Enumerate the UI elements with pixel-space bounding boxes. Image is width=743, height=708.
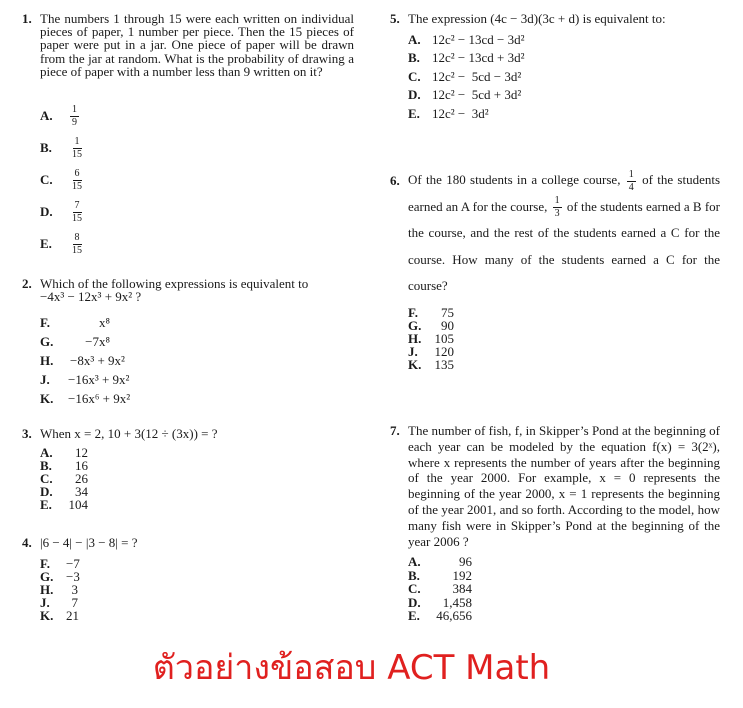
option-text: 192 (452, 567, 472, 583)
option-g[interactable] (40, 332, 354, 351)
option-text: 16 (75, 458, 88, 474)
option-f[interactable] (40, 557, 354, 570)
option-text: 75 (441, 304, 454, 320)
option-b[interactable] (408, 569, 720, 582)
page-title: ตัวอย่างข้อสอบ ACT Math (152, 648, 551, 688)
question-stem: |6 − 4| − |3 − 8| = ? (40, 535, 138, 550)
answer-options (40, 313, 354, 408)
option-letter: D. (408, 594, 421, 610)
option-text: 1,458 (442, 594, 472, 610)
option-letter: B. (40, 140, 52, 156)
stem-part: Of the 180 students in a college course, (408, 172, 621, 187)
option-k[interactable] (40, 609, 354, 622)
option-letter: B. (40, 458, 52, 474)
option-text: −7x⁸ (85, 334, 110, 350)
option-letter: C. (40, 172, 53, 188)
option-c[interactable] (40, 164, 354, 196)
option-a[interactable] (408, 30, 720, 49)
fraction: $\frac{1}{15}$ (72, 135, 82, 160)
question-5 (390, 12, 720, 123)
option-letter: H. (408, 330, 422, 346)
option-text: −16x³ + 9x² (68, 372, 130, 388)
answer-options (408, 555, 720, 622)
option-letter: G. (40, 334, 54, 350)
option-j[interactable] (40, 370, 354, 389)
option-e[interactable] (40, 498, 354, 511)
option-letter: G. (408, 317, 422, 333)
option-letter: F. (40, 556, 50, 572)
question-number: 5. (390, 11, 400, 26)
option-j[interactable] (40, 596, 354, 609)
option-letter: E. (408, 608, 420, 624)
option-letter: J. (40, 595, 50, 611)
fraction-one-quarter: $\frac{1}{4}$ (628, 168, 634, 193)
fraction-one-third: $\frac{1}{3}$ (554, 195, 560, 220)
option-letter: D. (40, 484, 53, 500)
answer-options (40, 557, 354, 622)
question-number: 2. (22, 276, 32, 291)
question-stem: The expression (4c − 3d)(3c + d) is equivalent to: (408, 11, 666, 26)
option-h[interactable] (40, 583, 354, 596)
option-d[interactable] (408, 596, 720, 609)
question-stem: The numbers 1 through 15 were each written on individual pieces of paper, 1 number per piece. Then the 15 pieces of paper were put in a jar. One piece of paper will be drawn from the jar at random. What is the probability of drawing a piece of paper with a number less than 9 written on it? (40, 11, 354, 79)
question-number: 1. (22, 11, 32, 26)
option-b[interactable] (40, 132, 354, 164)
answer-options (408, 30, 720, 123)
question-number: 4. (22, 535, 32, 550)
option-e[interactable] (408, 104, 720, 123)
option-text: x⁸ (98, 315, 110, 331)
option-g[interactable] (408, 319, 720, 332)
option-text: −8x³ + 9x² (70, 353, 125, 369)
option-text: −7 (66, 556, 80, 572)
option-text: 3 (71, 582, 78, 598)
stem-part: of the students earned an A for the course, (408, 172, 721, 214)
option-g[interactable] (40, 570, 354, 583)
option-letter: G. (40, 569, 54, 585)
option-text: 46,656 (436, 608, 472, 624)
option-letter: K. (40, 608, 54, 624)
option-c[interactable] (408, 67, 720, 86)
answer-options (408, 306, 720, 371)
question-6 (390, 168, 721, 372)
question-expression: −4x³ − 12x³ + 9x² ? (40, 289, 142, 305)
option-letter: A. (40, 108, 53, 124)
option-f[interactable] (40, 313, 354, 332)
option-f[interactable] (408, 306, 720, 319)
fraction: $\frac{1}{9}$ (72, 103, 77, 128)
question-number: 7. (390, 423, 400, 438)
question-1 (22, 12, 354, 260)
option-text: 96 (459, 554, 472, 570)
question-stem: When x = 2, 10 + 3(12 ÷ (3x)) = ? (40, 426, 218, 441)
option-text: 12c² − 5cd + 3d² (432, 87, 522, 103)
option-letter: A. (408, 554, 421, 570)
option-letter: E. (408, 105, 420, 121)
question-stem: The number of fish, f, in Skipper’s Pond at the beginning of each year can be modeled by the equation f(x) = 3(2ˣ), where x represents the number of years after the beginning of the year 2000. For example, x = 0 represents the beginning of the year 2000, x = 1 represents the beginning of the year 2001, and so forth. According to the model, how many fish were in Skipper’s Pond at the beginning of the year 2006 ? (408, 423, 720, 549)
option-a[interactable] (408, 555, 720, 568)
fraction: $\frac{8}{15}$ (72, 231, 82, 256)
option-letter: C. (40, 471, 53, 487)
option-j[interactable] (408, 345, 720, 358)
option-d[interactable] (40, 196, 354, 228)
question-3 (22, 427, 354, 511)
option-d[interactable] (408, 86, 720, 105)
option-letter: K. (40, 391, 54, 407)
option-h[interactable] (40, 351, 354, 370)
option-h[interactable] (408, 332, 720, 345)
option-b[interactable] (408, 49, 720, 68)
question-4 (22, 536, 354, 622)
option-letter: E. (40, 497, 52, 513)
option-letter: D. (408, 87, 421, 103)
option-text: 7 (71, 595, 78, 611)
option-text: 12c² − 5cd − 3d² (432, 68, 522, 84)
option-letter: J. (40, 372, 50, 388)
option-letter: A. (408, 31, 421, 47)
option-text: −3 (66, 569, 80, 585)
option-letter: F. (40, 315, 50, 331)
question-7 (390, 424, 720, 622)
option-text: 135 (434, 356, 454, 372)
option-letter: B. (408, 50, 420, 66)
option-text: 384 (452, 581, 472, 597)
fraction: $\frac{7}{15}$ (72, 199, 82, 224)
option-letter: A. (40, 445, 53, 461)
option-e[interactable] (408, 609, 720, 622)
option-letter: E. (40, 236, 52, 252)
option-c[interactable] (408, 582, 720, 595)
option-letter: D. (40, 204, 53, 220)
option-a[interactable] (40, 100, 354, 132)
option-text: 12c² − 13cd − 3d² (432, 31, 525, 47)
option-text: −16x⁶ + 9x² (68, 391, 131, 407)
question-number: 3. (22, 426, 32, 441)
question-stem: Which of the following expressions is equivalent to (40, 276, 309, 291)
question-stem (408, 167, 720, 300)
option-text: 34 (75, 484, 88, 500)
option-letter: H. (40, 353, 54, 369)
option-text: 105 (434, 330, 454, 346)
option-text: 104 (68, 497, 88, 513)
answer-options (40, 100, 354, 260)
option-text: 26 (75, 471, 88, 487)
option-k[interactable] (40, 389, 354, 408)
fraction: $\frac{6}{15}$ (72, 167, 82, 192)
option-letter: J. (408, 343, 418, 359)
option-text: 90 (441, 317, 454, 333)
answer-options (40, 446, 354, 511)
option-letter: C. (408, 68, 421, 84)
question-2 (22, 277, 354, 408)
option-text: 12c² − 13cd + 3d² (432, 50, 525, 66)
option-letter: F. (408, 304, 418, 320)
option-text: 12c² − 3d² (432, 105, 489, 121)
option-letter: H. (40, 582, 54, 598)
question-number: 6. (390, 173, 400, 188)
option-letter: K. (408, 356, 422, 372)
option-letter: C. (408, 581, 421, 597)
option-text: 12 (75, 445, 88, 461)
option-k[interactable] (408, 358, 720, 371)
stem-part: of the students earned a B for the course, and the rest of the students earned a C for the course. How many of the students earned a C for the course? (408, 198, 721, 294)
option-text: 21 (66, 608, 79, 624)
option-letter: B. (408, 567, 420, 583)
option-text: 120 (434, 343, 454, 359)
option-e[interactable] (40, 228, 354, 260)
